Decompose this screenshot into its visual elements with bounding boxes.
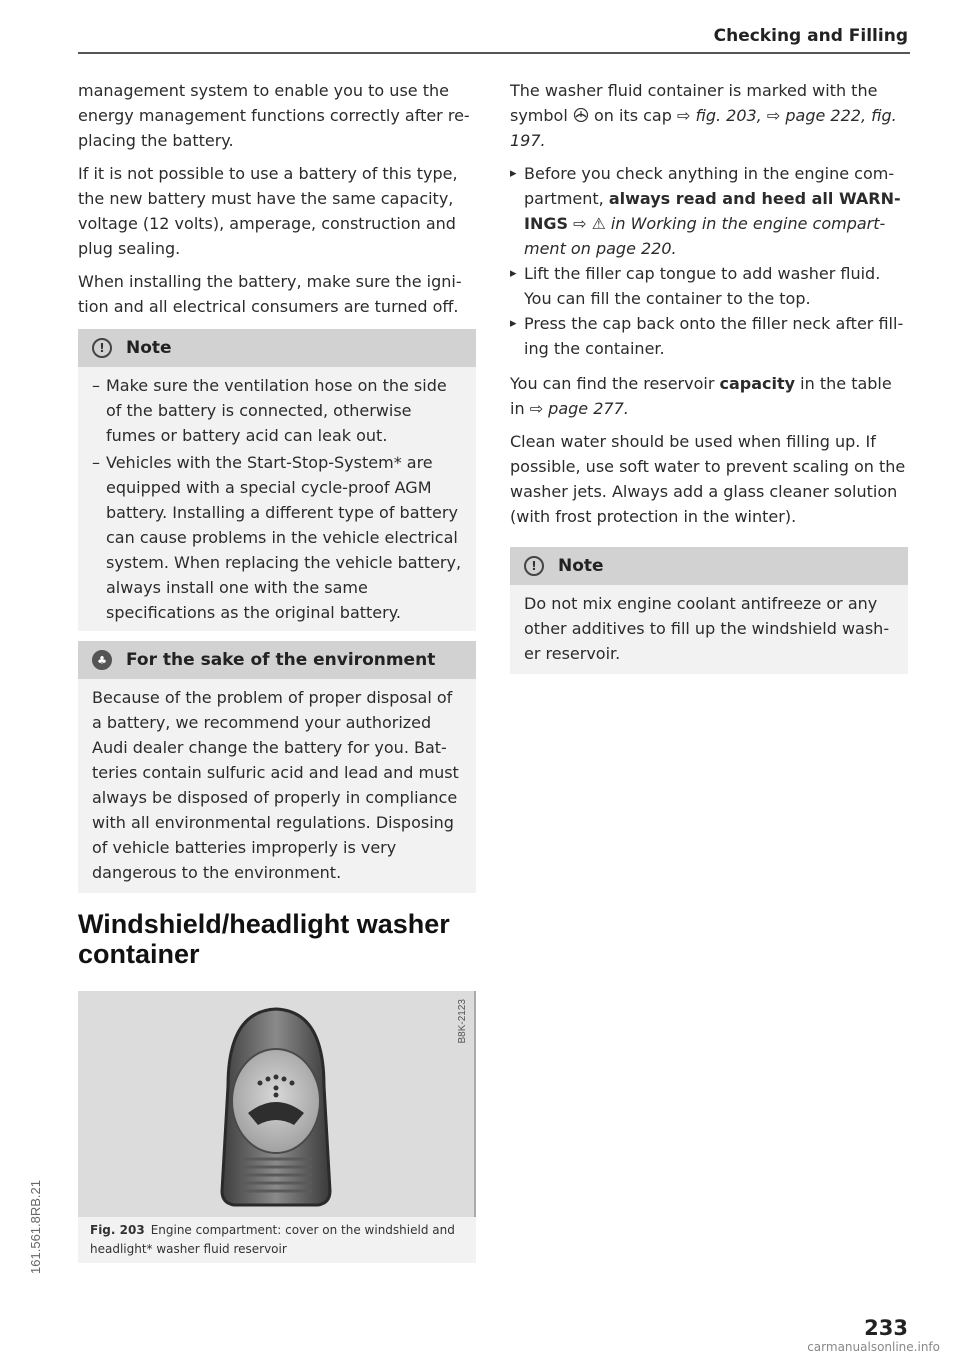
paragraph: management system to enable you to use the energy management functions correctly after replacing the battery.	[78, 81, 470, 150]
figure-label: Fig. 203	[90, 1223, 145, 1237]
page-number: 233	[864, 1316, 908, 1340]
note-header	[78, 329, 476, 367]
running-header: Checking and Filling	[713, 26, 908, 46]
environment-box	[78, 641, 476, 893]
note-body	[510, 585, 908, 674]
capacity-text: in the table in	[510, 374, 892, 418]
note-text: Do not mix engine coolant antifreeze or any other additives to fill up the windshield washer reservoir.	[524, 594, 890, 663]
note-title: Note	[558, 556, 604, 576]
right-column	[510, 78, 908, 682]
environment-leaf-icon: ♣	[92, 650, 112, 670]
figure-link[interactable]: ⇨ fig. 203,	[676, 106, 762, 125]
list-item: – Vehicles with the Start-Stop-System* are equipped with a special cycle-proof AGM battery. Installing a different type of battery can cause problems in the vehicle electrical system. When replacing the vehicle battery, always install one with the same specifications as the original battery.	[92, 450, 462, 625]
note-title: Note	[126, 338, 172, 358]
environment-text: Because of the problem of proper disposal of a battery, we recommend your authorized Audi dealer change the battery for you. Batteries contain sulfuric acid and lead and must always be disposed of properly in compliance with all environmental regulations. Disposing of vehicle batteries improperly is very dangerous to the environment.	[92, 688, 459, 882]
section-title: Windshield/headlight washer container	[78, 909, 450, 969]
list-item: – Make sure the ventilation hose on the side of the battery is connected, otherwise fumes or battery acid can leak out.	[92, 373, 462, 448]
figure	[78, 991, 476, 1263]
environment-body	[78, 679, 476, 893]
info-circle-icon: !	[92, 338, 112, 358]
capacity-paragraph	[510, 371, 908, 421]
step-bold: always read and heed all WARNINGS	[524, 189, 901, 233]
list-item	[510, 161, 908, 261]
washer-cap-illustration	[78, 991, 474, 1217]
figure-caption	[78, 1217, 476, 1263]
environment-header	[78, 641, 476, 679]
capacity-text: You can find the reservoir	[510, 374, 715, 393]
note-list	[92, 373, 462, 625]
warning-link[interactable]: ⇨ ⚠ in Working in the engine compartment on page 220.	[524, 214, 886, 258]
intro-text: on its cap	[593, 106, 672, 125]
header-rule	[78, 52, 910, 54]
figure-code: B8K-2123	[457, 999, 468, 1044]
paragraph: If it is not possible to use a battery of this type, the new battery must have the same capacity, voltage (12 volts), amperage, construction and plug sealing.	[78, 164, 458, 258]
steps-list	[510, 161, 908, 361]
info-circle-icon: !	[524, 556, 544, 576]
note-box	[78, 329, 476, 631]
washer-fluid-icon	[573, 108, 589, 122]
capacity-bold: capacity	[719, 374, 796, 393]
note-body	[78, 367, 476, 631]
intro-text: The washer fluid container is marked with the symbol	[510, 81, 878, 125]
note-box	[510, 547, 908, 674]
figure-link[interactable]: fig. 197.	[510, 106, 897, 150]
paragraph: When installing the battery, make sure the ignition and all electrical consumers are turned off.	[78, 272, 462, 316]
step-text: Before you check anything in the engine compartment,	[524, 164, 895, 208]
watermark: carmanualsonline.info	[807, 1340, 940, 1354]
left-column	[78, 78, 476, 1263]
environment-title: For the sake of the environment	[126, 650, 436, 670]
list-item: ▸ Press the cap back onto the filler neck after filling the container.	[510, 311, 908, 361]
figure-caption-text: Engine compartment: cover on the windshield and headlight* washer fluid reservoir	[90, 1223, 455, 1256]
list-item: ▸ Lift the filler cap tongue to add washer fluid. You can fill the container to the top.	[510, 261, 908, 311]
note-header	[510, 547, 908, 585]
intro-paragraph	[510, 78, 908, 153]
document-code: 161.561.8RB.21	[28, 1180, 43, 1274]
figure-image	[78, 991, 476, 1217]
page-link[interactable]: ⇨ page 277.	[529, 399, 629, 418]
paragraph: Clean water should be used when filling up. If possible, use soft water to prevent scaling on the washer jets. Always add a glass cleaner solution (with frost protection in the winter).	[510, 432, 906, 526]
page-link[interactable]: ⇨ page 222,	[766, 106, 867, 125]
